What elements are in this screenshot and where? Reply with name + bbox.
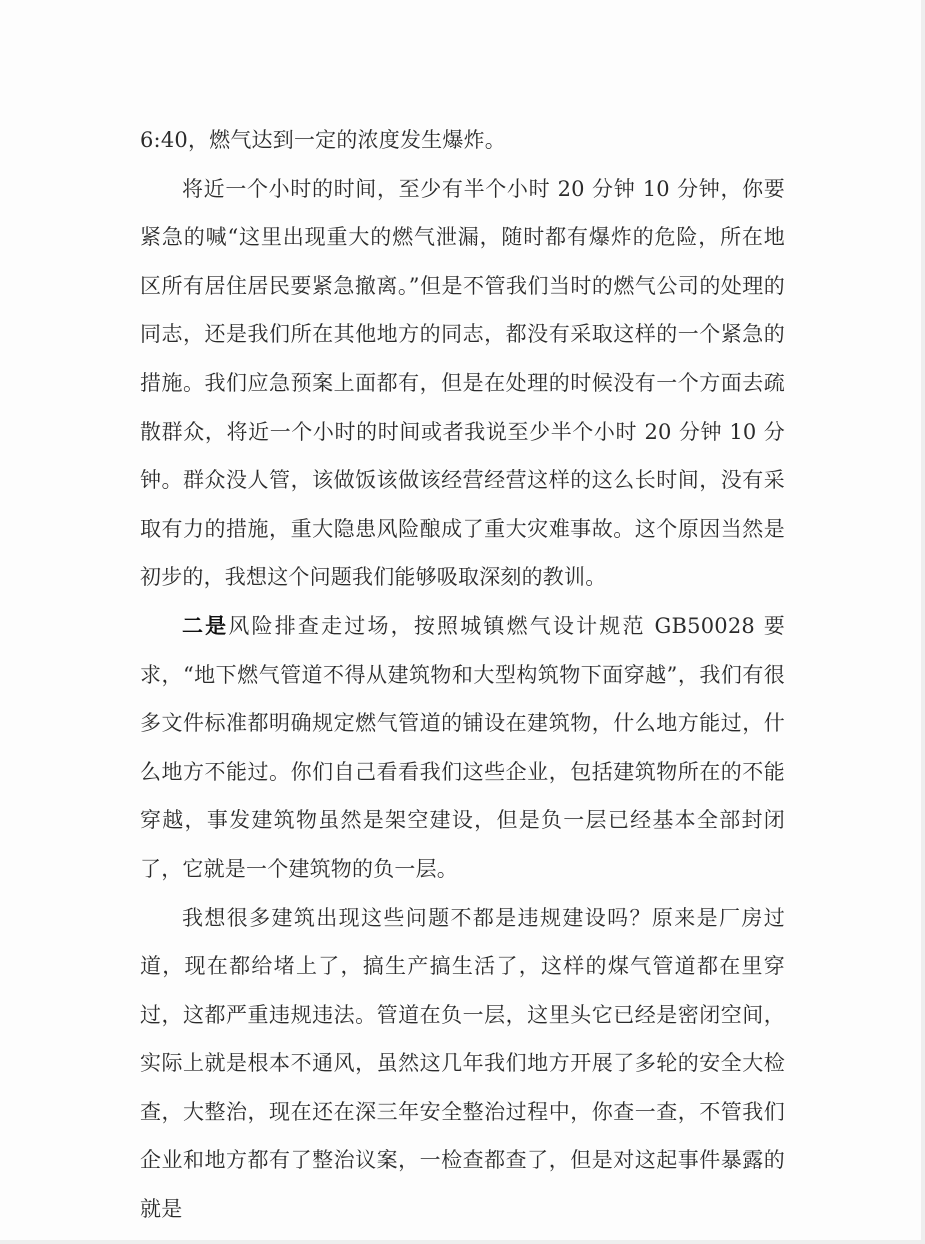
paragraph-risk-inspection: [140, 602, 785, 894]
paragraph-evacuation-failure: 将近一个小时的时间，至少有半个小时 20 分钟 10 分钟，你要紧急的喊“这里出现重大的燃气泄漏，随时都有爆炸的危险，所在地区所有居住居民要紧急撤离。”但是不管我们当时的燃气公司的处理的同志，还是我们所在其他地方的同志，都没有采取这样的一个紧急的措施。我们应急预案上面都有，但是在处理的时候没有一个方面去疏散群众，将近一个小时的时间或者我说至少半个小时 20 分钟 10 分钟。群众没人管，该做饭该做该经营经营这样的这么长时间，没有采取有力的措施，重大隐患风险酿成了重大灾难事故。这个原因当然是初步的，我想这个问题我们能够吸取深刻的教训。: [140, 176, 785, 590]
paragraph-risk-inspection-text: 风险排查走过场，按照城镇燃气设计规范 GB50028 要求，“地下燃气管道不得从建筑物和大型构筑物下面穿越”，我们有很多文件标准都明确规定燃气管道的铺设在建筑物，什么地方能过，什么地方不能过。你们自己看看我们这些企业，包括建筑物所在的不能穿越，事发建筑物虽然是架空建设，但是负一层已经基本全部封闭了，它就是一个建筑物的负一层。: [140, 613, 785, 881]
paragraph-lead-heading: 二是: [182, 612, 229, 638]
paragraph-time-of-explosion: 6:40，燃气达到一定的浓度发生爆炸。: [140, 128, 506, 152]
document-body: [140, 116, 785, 1234]
paragraph-illegal-construction: 我想很多建筑出现这些问题不都是违规建设吗？原来是厂房过道，现在都给堵上了，搞生产搞生活了，这样的煤气管道都在里穿过，这都严重违规违法。管道在负一层，这里头它已经是密闭空间，实际上就是根本不通风，虽然这几年我们地方开展了多轮的安全大检查，大整治，现在还在深三年安全整治过程中，你查一查，不管我们企业和地方都有了整治议案，一检查都查了，但是对这起事件暴露的就是: [140, 905, 785, 1222]
